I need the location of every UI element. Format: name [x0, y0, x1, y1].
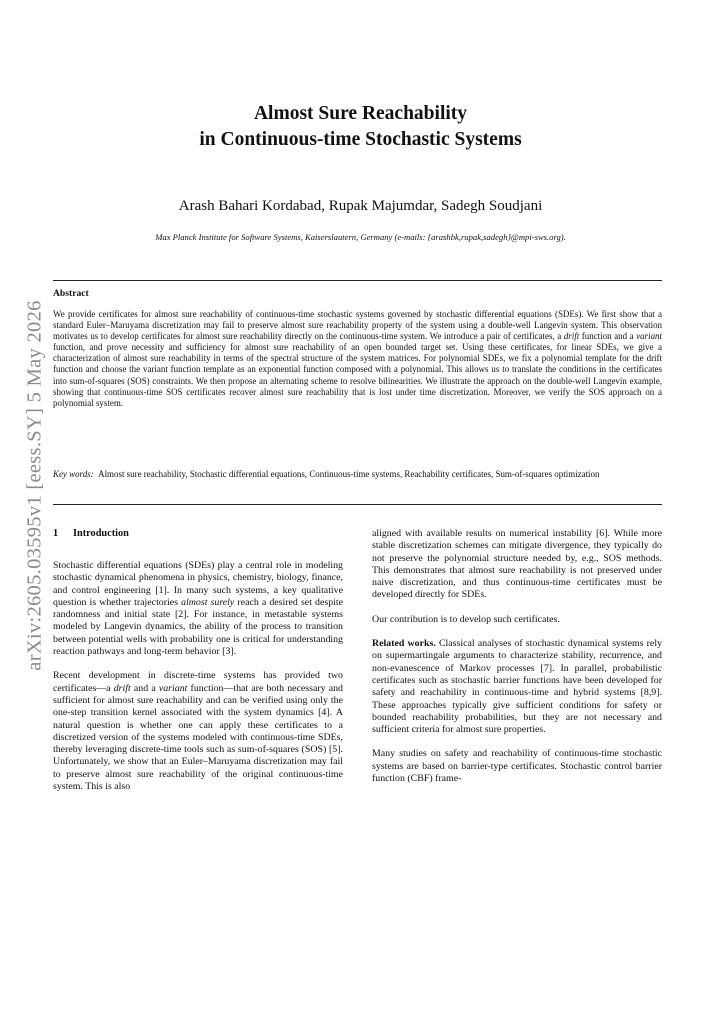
related-works-text: Classical analyses of stochastic dynamical systems rely on supermartingale arguments to characterize stability, recurrence, and non-evanescence of Markov processes [7]. In parallel, probabilistic certificates such as stochastic barrier functions have been developed for safety and reachability in continuous-time and hybrid systems [8,9]. These approaches typically give sufficient conditions for safety or bounded reachability probabilities, but they are not necessary and sufficient criteria for almost sure properties.	[372, 638, 663, 736]
intro-paragraph-2	[53, 670, 343, 793]
related-works-label: Related works.	[372, 638, 436, 650]
abstract-text-3: function, and prove necessity and sufficiency for almost sure reachability of an open bounded target set. Using these certificates, for linear SDEs, we give a characterization of almost sure reachability in terms of the spectral structure of the system matrices. For polynomial SDEs, we fix a polynomial template for the drift function and choose the variant function template as an exponential function composed with a polynomial. This allows us to translate the conditions in the certificates into sum-of-squares (SOS) constraints. We then propose an alternating scheme to resolve bilinearities. We illustrate the approach on the double-well Langevin example, showing that continuous-time SOS certificates recover almost sure reachability that is lost under time discretization. Moreover, we verify the SOS approach on a polynomial system.	[53, 342, 662, 408]
keywords	[53, 468, 662, 480]
right-column	[372, 528, 662, 785]
intro-p2-text-a: Recent development in discrete-time systems has provided two certificates—a	[53, 670, 343, 694]
section-number: 1	[53, 528, 59, 539]
abstract-heading: Abstract	[53, 288, 89, 299]
abstract-text-2: function and a	[579, 331, 637, 342]
intro-p2-term-variant: variant	[158, 682, 188, 694]
author-list: Arash Bahari Kordabad, Rupak Majumdar, Sadegh Soudjani	[178, 198, 543, 214]
bottom-rule	[53, 504, 662, 505]
paper-title-line-1: Almost Sure Reachability	[253, 103, 468, 124]
intro-p2-text-c: function—that are both necessary and sufficient for almost sure reachability and can be verified using only the one-step transition kernel associated with the system dynamics [4]. A natural question is whether one can apply these certificates to a discretized version of the systems modeled with continuous-time SDEs, thereby leveraging discrete-time tools such as sum-of-squares (SOS) [5]. Unfortunately, we show that an Euler–Maruyama discretization may fail to preserve almost sure reachability of the original continuous-time system. This is also	[53, 682, 343, 793]
abstract-term-drift: drift	[563, 331, 580, 342]
intro-paragraph-3: aligned with available results on numerical instability [6]. While more stable discretization schemes can mitigate divergence, they typically do not preserve the polynomial structure needed by, e.g., SOS methods. This demonstrates that almost sure reachability is not preserved under naive discretization, and thus continuous-time certificates must be developed directly for SDEs.	[372, 528, 662, 601]
keywords-text: Almost sure reachability, Stochastic differential equations, Continuous-time systems, Reachability certificates, Sum-of-squares optimization	[98, 469, 600, 479]
barrier-paragraph: Many studies on safety and reachability of continuous-time stochastic systems are based on barrier-type certificates. Stochastic control barrier function (CBF) frame-	[372, 748, 662, 785]
intro-p1-text-a: Stochastic differential equations (SDEs) play a central role in modeling stochastic dynamical phenomena in physics, chemistry, biology, finance, and control engineering [1]. In many such systems, a key qualitative question is whether trajectories	[53, 560, 343, 608]
abstract-term-variant: variant	[636, 331, 663, 342]
abstract-body	[53, 309, 662, 409]
intro-p2-text-b: and a	[130, 682, 159, 694]
affiliation: Max Planck Institute for Software Systems, Kaiserslautern, Germany (e-mails: {arashbk,rupak,sadegh}@mpi-sws.org).	[155, 232, 566, 242]
intro-p1-emphasis: almost surely	[181, 596, 235, 608]
paper-title-line-2: in Continuous-time Stochastic Systems	[199, 129, 522, 150]
abstract-text-1: We provide certificates for almost sure reachability of continuous-time stochastic systems governed by stochastic differential equations (SDEs). We first show that a standard Euler–Maruyama discretization may fail to preserve almost sure reachability property of the system using a double-well Langevin system. This observation motivates us to develop certificates for almost sure reachability directly on the continuous-time system. We introduce a pair of certificates, a	[53, 309, 662, 342]
top-rule	[53, 280, 662, 281]
arxiv-id-text: arXiv:2605.03595v1 [eess.SY] 5 May 2026	[23, 299, 46, 671]
arxiv-identifier	[20, 290, 50, 680]
keywords-label: Key words:	[53, 469, 94, 479]
intro-paragraph-1	[53, 560, 343, 658]
intro-p1-text-b: reach a desired set despite randomness and initial state [2]. For instance, in metastable systems modeled by Langevin dynamics, the ability of the process to transition between potential wells with probability one is critical for understanding reaction pathways and long-term behavior [3].	[53, 596, 344, 658]
section-title: Introduction	[73, 528, 129, 539]
related-works-paragraph	[372, 638, 662, 736]
section-heading-introduction	[53, 528, 343, 542]
contribution-paragraph: Our contribution is to develop such certificates.	[372, 613, 560, 625]
intro-p2-term-drift: drift	[113, 682, 131, 694]
left-column	[53, 528, 343, 793]
